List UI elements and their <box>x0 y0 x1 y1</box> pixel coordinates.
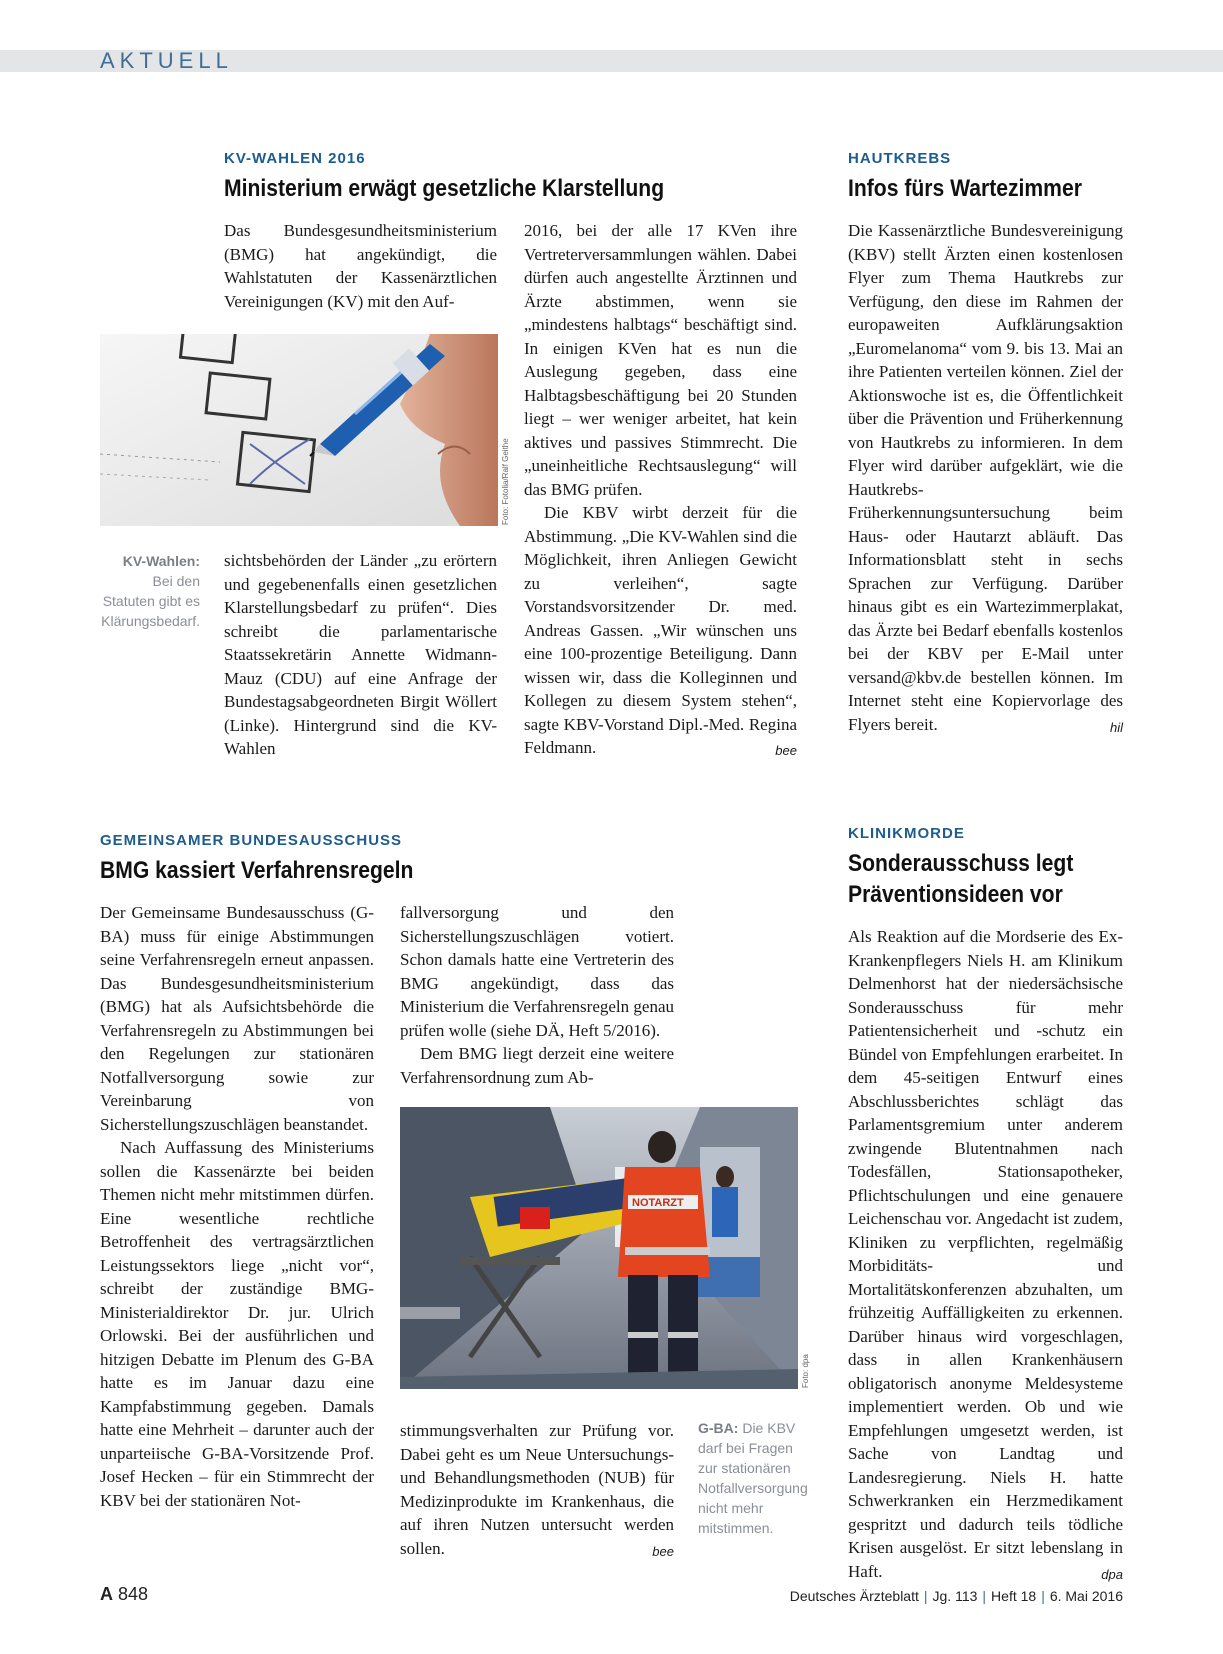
article3-col1-p1: Der Gemeinsame Bundesausschuss (G-BA) muss für einige Abstimmungen seine Verfahrensregeln erneut anpassen. Das Bundesgesundheitsministerium (BMG) hat als Aufsichtsbehörde die Verfahrensregeln zu Abstimmungen bei den Regelungen zur stationären Notfallversorgung sowie zur Vereinbarung von Sicherstellungszuschlägen beanstandet. <box>100 903 374 1134</box>
article1-caption-bold: KV-Wahlen: <box>122 553 200 569</box>
article1-kicker: KV-WAHLEN 2016 <box>224 150 366 167</box>
article4-headline-line1: Sonderausschuss legt <box>848 850 1074 877</box>
article1-col1-top <box>224 219 497 313</box>
journal-date: 6. Mai 2016 <box>1049 1588 1123 1604</box>
separator: | <box>982 1588 987 1604</box>
article2-text: Die Kassenärztliche Bundesvereinigung (KBV) stellt Ärzten einen kostenlosen Flyer zum Thema Hautkrebs zur Verfügung, den diese im Rahmen der europaweiten Aufklärungsaktion „Euromelanoma“ vom 9. bis 13. Mai an ihre Patienten verteilen können. Ziel der Aktionswoche ist es, die Öffentlichkeit über die Prävention und Früherkennung von Hautkrebs zu informieren. In dem Flyer wird darüber aufgeklärt, wie die Hautkrebs-Früherkennungsuntersuchung beim Haus- oder Hautarzt abläuft. Das Informationsblatt steht in sechs Sprachen zur Verfügung. Darüber hinaus gibt es ein Wartezimmerplakat, das Ärzte bei Bedarf ebenfalls kostenlos bei der KBV per E-Mail unter versand@kbv.de bestellen können. Im Internet steht eine Kopiervorlage des Flyers bereit. <box>848 221 1123 734</box>
article3-col1-p2: Nach Auffassung des Ministeriums sollen die Kassenärzte bei beiden Themen nicht mehr mitstimmen dürfen. Eine wesentliche rechtliche Betroffenheit des vertragsärztlichen Leistungssektors liege „nicht vor“, schreibt der zuständige BMG-Ministerialdirektor Dr. jur. Ulrich Orlowski. Bei der ausführlichen und hitzigen Debatte im Plenum des G-BA hatte es im Januar dazu eine Kampfabstimmung gegeben. Damals hatte eine Mehrheit – darunter auch der unparteiische G-BA-Vorsitzende Prof. Josef Hecken – für ein Stimmrecht der KBV bei der stationären Not- <box>100 1138 374 1510</box>
article1-caption-text: Bei den Statuten gibt es Klärungsbedarf. <box>101 573 200 629</box>
journal-name: Deutsches Ärzteblatt <box>789 1588 919 1604</box>
article3-photo <box>400 1107 798 1389</box>
article3-kicker: GEMEINSAMER BUNDESAUSSCHUSS <box>100 832 403 849</box>
article1-photo <box>100 334 498 526</box>
article3-col2-top <box>400 901 674 1089</box>
article3-col1 <box>100 901 374 1512</box>
ballot-pen-illustration <box>100 334 498 526</box>
journal-info <box>790 1588 1123 1604</box>
article4-headline-line2: Präventionsideen vor <box>848 881 1063 908</box>
article1-caption <box>100 551 200 631</box>
article4-signature: dpa <box>1101 1566 1123 1582</box>
page-prefix: A <box>100 1584 113 1604</box>
article1-col1-bottom-text: sichtsbehörden der Länder „zu erörtern und gegebenenfalls einen gesetzlichen Klarstellungsbedarf zu prüfen“. Dies schreibt die parlamentarische Staatssekretärin Annette Widmann-Mauz (CDU) auf eine Anfrage der Bundestagsabgeordneten Birgit Wöllert (Linke). Hintergrund sind die KV-Wahlen <box>224 551 497 758</box>
article1-col2-p2-text: Die KBV wirbt derzeit für die Abstimmung. „Die KV-Wahlen sind die Möglichkeit, ihren Anliegen Gewicht zu verleihen“, sagte Vorstandsvorsitzender Dr. med. Andreas Gassen. „Wir wünschen uns eine 100-prozentige Beteiligung. Dann wissen wir, dass die Kolleginnen und Kollegen zu diesem System stehen“, sagte KBV-Vorstand Dipl.-Med. Regina Feldmann. <box>524 503 797 757</box>
article4-kicker: KLINIKMORDE <box>848 825 965 842</box>
separator: | <box>1041 1588 1045 1604</box>
section-label: AKTUELL <box>100 48 233 73</box>
article3-caption <box>698 1418 808 1538</box>
article3-caption-text: Die KBV darf bei Fragen zur stationären Notfallversorgung nicht mehr mitstimmen. <box>698 1420 808 1536</box>
article3-col2-bottom-content: stimmungsverhalten zur Prüfung vor. Dabei geht es um Neue Untersuchungs- und Behandlungsmethoden (NUB) für Medizinprodukte im Krankenhaus, die auf ihren Nutzen untersucht werden sollen. <box>400 1421 674 1558</box>
article4-text: Als Reaktion auf die Mordserie des Ex-Krankenpflegers Niels H. am Klinikum Delmenhorst hat der niedersächsische Sonderausschuss für mehr Patientensicherheit und -schutz ein Bündel von Empfehlungen erarbeitet. In dem 45-seitigen Entwurf eines Abschlussberichtes schlägt das Parlamentsgremium unter anderem zwingende Blutentnahmen nach Todesfällen, Stationsapotheker, Pflichtschulungen und eine genauere Leichenschau vor. Angedacht ist zudem, Kliniken zu verpflichten, regelmäßig Morbiditäts- und Mortalitätskonferenzen abzuhalten, um frühzeitig Auffälligkeiten zu erkennen. Darüber hinaus wird vorgeschlagen, dass in allen Krankenhäusern obligatorisch anonyme Meldesysteme implementiert werden. Ob und wie Empfehlungen umgesetzt werden, ist Sache von Landtag und Landesregierung. Niels H. hatte Schwerkranken ein Herzmedikament gespritzt und dadurch teils tödliche Krisen ausgelöst. Er sitzt lebenslang in Haft. <box>848 927 1123 1581</box>
article2-kicker: HAUTKREBS <box>848 150 952 167</box>
article1-signature: bee <box>775 743 797 758</box>
article3-photo-credit: Foto: dpa <box>801 1354 810 1388</box>
separator: | <box>923 1588 928 1604</box>
article3-col2-p2: Dem BMG liegt derzeit eine weitere Verfahrensordnung zum Ab- <box>400 1044 674 1087</box>
article1-headline: Ministerium erwägt gesetzliche Klarstellung <box>224 175 665 202</box>
article4-body <box>848 925 1123 1586</box>
article3-signature: bee <box>652 1543 674 1559</box>
article3-col2-bottom-text <box>400 1419 674 1560</box>
page-number <box>100 1584 148 1605</box>
article2-signature: hil <box>1109 719 1123 735</box>
article3-headline: BMG kassiert Verfahrensregeln <box>100 857 414 884</box>
page-number-value: 848 <box>118 1584 149 1604</box>
article1-col2-p2 <box>524 501 797 760</box>
article1-col1-bottom <box>224 549 497 761</box>
notarzt-label: NOTARZT <box>632 1197 684 1209</box>
article3-col2-p1: fallversorgung und den Sicherstellungszuschlägen votiert. Schon damals hatte eine Vertreterin des BMG angekündigt, dass das Ministerium die Verfahrensregeln genau prüfen wolle (siehe DÄ, Heft 5/2016). <box>400 903 674 1040</box>
article2-body-text <box>848 219 1123 736</box>
article2-headline: Infos fürs Wartezimmer <box>848 175 1082 202</box>
article3-caption-bold: G-BA: <box>698 1420 739 1436</box>
journal-volume: Jg. 113 <box>932 1588 978 1604</box>
article2-body <box>848 219 1123 739</box>
article1-col2-p1: 2016, bei der alle 17 KVen ihre Vertreterversammlungen wählen. Dabei dürfen auch angestellte Ärztinnen und Ärzte abstimmen, wenn sie „mindestens halbtags“ beschäftigt sind. In einigen KVen hat es nun die Auslegung gegeben, dass eine Halbtagsbeschäftigung bei 20 Stunden liegt – wer weniger arbeitet, hat kein aktives und passives Stimmrecht. Die „uneinheitliche Rechtsauslegung“ will das BMG prüfen. <box>524 221 797 499</box>
article1-col2 <box>524 219 797 763</box>
article1-col1-top-text: Das Bundesgesundheitsministerium (BMG) hat angekündigt, die Wahlstatuten der Kassenärztlichen Vereinigungen (KV) mit den Auf- <box>224 221 497 311</box>
journal-issue: Heft 18 <box>991 1588 1037 1604</box>
article4-body-text <box>848 925 1123 1583</box>
article1-photo-credit: Foto: Fotolia/Ralf Geithe <box>501 438 510 525</box>
paramedic-stretcher-illustration <box>400 1107 798 1389</box>
article3-col2-bottom <box>400 1419 674 1563</box>
